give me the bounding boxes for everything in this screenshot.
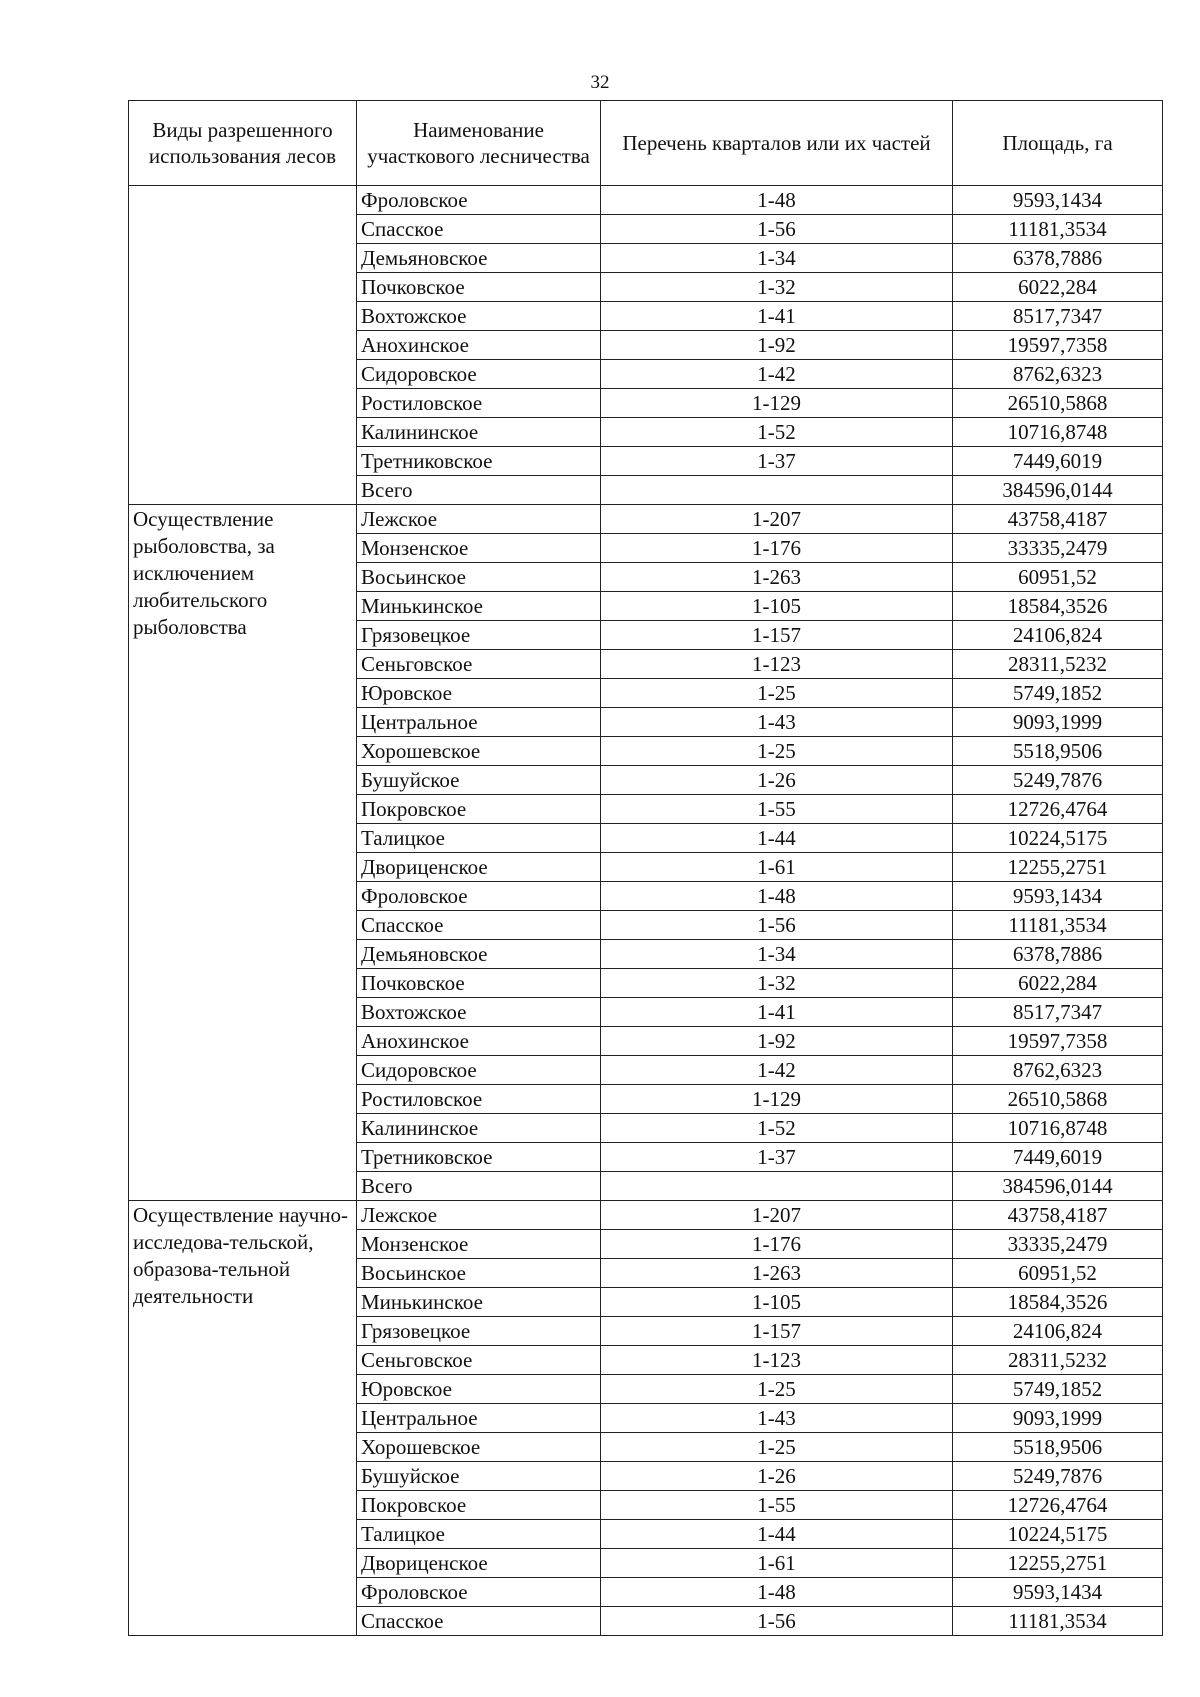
- forestry-name-cell: Минькинское: [357, 1288, 601, 1317]
- total-label: Всего: [357, 476, 601, 505]
- area-cell: 11181,3534: [953, 215, 1163, 244]
- forestry-name-cell: Анохинское: [357, 1027, 601, 1056]
- area-cell: 6022,284: [953, 969, 1163, 998]
- header-area: Площадь, га: [953, 101, 1163, 186]
- area-cell: 18584,3526: [953, 592, 1163, 621]
- use-type-cell: [129, 186, 357, 505]
- forestry-name-cell: Минькинское: [357, 592, 601, 621]
- quarters-cell: 1-32: [601, 273, 953, 302]
- area-cell: 33335,2479: [953, 1230, 1163, 1259]
- area-cell: 5249,7876: [953, 766, 1163, 795]
- quarters-cell: 1-37: [601, 1143, 953, 1172]
- forestry-name-cell: Двориценское: [357, 853, 601, 882]
- quarters-cell: 1-56: [601, 1607, 953, 1636]
- total-label: Всего: [357, 1172, 601, 1201]
- forestry-name-cell: Сидоровское: [357, 360, 601, 389]
- quarters-cell: 1-52: [601, 418, 953, 447]
- quarters-cell: 1-25: [601, 679, 953, 708]
- area-cell: 60951,52: [953, 1259, 1163, 1288]
- forestry-name-cell: Грязовецкое: [357, 1317, 601, 1346]
- forestry-name-cell: Юровское: [357, 1375, 601, 1404]
- area-cell: 5749,1852: [953, 679, 1163, 708]
- forestry-name-cell: Третниковское: [357, 447, 601, 476]
- forestry-name-cell: Фроловское: [357, 186, 601, 215]
- quarters-cell: 1-157: [601, 1317, 953, 1346]
- total-quarters-empty: [601, 1172, 953, 1201]
- forestry-name-cell: Сеньговское: [357, 650, 601, 679]
- forestry-name-cell: Сеньговское: [357, 1346, 601, 1375]
- area-cell: 6022,284: [953, 273, 1163, 302]
- use-type-cell: Осуществление научно-исследова-тельской, образова-тельной деятельности: [129, 1201, 357, 1636]
- area-cell: 8762,6323: [953, 360, 1163, 389]
- table-row: [129, 505, 1163, 534]
- forestry-name-cell: Грязовецкое: [357, 621, 601, 650]
- forestry-name-cell: Спасское: [357, 911, 601, 940]
- quarters-cell: 1-263: [601, 1259, 953, 1288]
- quarters-cell: 1-105: [601, 592, 953, 621]
- quarters-cell: 1-263: [601, 563, 953, 592]
- forestry-name-cell: Калининское: [357, 418, 601, 447]
- quarters-cell: 1-34: [601, 940, 953, 969]
- area-cell: 28311,5232: [953, 1346, 1163, 1375]
- area-cell: 33335,2479: [953, 534, 1163, 563]
- forestry-name-cell: Фроловское: [357, 1578, 601, 1607]
- quarters-cell: 1-41: [601, 998, 953, 1027]
- area-cell: 19597,7358: [953, 1027, 1163, 1056]
- area-cell: 9593,1434: [953, 1578, 1163, 1607]
- forest-use-table: [128, 100, 1163, 1636]
- area-cell: 12255,2751: [953, 853, 1163, 882]
- area-cell: 11181,3534: [953, 1607, 1163, 1636]
- quarters-cell: 1-123: [601, 650, 953, 679]
- quarters-cell: 1-25: [601, 1375, 953, 1404]
- area-cell: 26510,5868: [953, 389, 1163, 418]
- quarters-cell: 1-92: [601, 1027, 953, 1056]
- forestry-name-cell: Бушуйское: [357, 1462, 601, 1491]
- area-cell: 8762,6323: [953, 1056, 1163, 1085]
- forestry-name-cell: Восьинское: [357, 563, 601, 592]
- header-forestry: Наименование участкового лесничества: [357, 101, 601, 186]
- quarters-cell: 1-44: [601, 1520, 953, 1549]
- quarters-cell: 1-43: [601, 1404, 953, 1433]
- area-cell: 26510,5868: [953, 1085, 1163, 1114]
- table-row: [129, 1201, 1163, 1230]
- forestry-name-cell: Анохинское: [357, 331, 601, 360]
- forestry-name-cell: Ростиловское: [357, 1085, 601, 1114]
- quarters-cell: 1-26: [601, 766, 953, 795]
- forestry-name-cell: Лежское: [357, 1201, 601, 1230]
- quarters-cell: 1-42: [601, 360, 953, 389]
- forestry-name-cell: Сидоровское: [357, 1056, 601, 1085]
- forestry-name-cell: Покровское: [357, 1491, 601, 1520]
- quarters-cell: 1-48: [601, 1578, 953, 1607]
- quarters-cell: 1-55: [601, 1491, 953, 1520]
- quarters-cell: 1-123: [601, 1346, 953, 1375]
- quarters-cell: 1-52: [601, 1114, 953, 1143]
- total-area-cell: 384596,0144: [953, 476, 1163, 505]
- quarters-cell: 1-42: [601, 1056, 953, 1085]
- area-cell: 43758,4187: [953, 1201, 1163, 1230]
- forestry-name-cell: Почковское: [357, 273, 601, 302]
- area-cell: 18584,3526: [953, 1288, 1163, 1317]
- area-cell: 9593,1434: [953, 186, 1163, 215]
- quarters-cell: 1-129: [601, 389, 953, 418]
- area-cell: 12726,4764: [953, 795, 1163, 824]
- forestry-name-cell: Монзенское: [357, 534, 601, 563]
- quarters-cell: 1-37: [601, 447, 953, 476]
- area-cell: 12726,4764: [953, 1491, 1163, 1520]
- area-cell: 5518,9506: [953, 737, 1163, 766]
- forestry-name-cell: Талицкое: [357, 824, 601, 853]
- area-cell: 24106,824: [953, 621, 1163, 650]
- quarters-cell: 1-25: [601, 737, 953, 766]
- area-cell: 9593,1434: [953, 882, 1163, 911]
- use-type-cell: Осуществление рыболовства, за исключением любительского рыболовства: [129, 505, 357, 1201]
- area-cell: 8517,7347: [953, 302, 1163, 331]
- area-cell: 6378,7886: [953, 244, 1163, 273]
- forestry-name-cell: Покровское: [357, 795, 601, 824]
- quarters-cell: 1-25: [601, 1433, 953, 1462]
- quarters-cell: 1-129: [601, 1085, 953, 1114]
- area-cell: 12255,2751: [953, 1549, 1163, 1578]
- quarters-cell: 1-207: [601, 505, 953, 534]
- forestry-name-cell: Вохтожское: [357, 302, 601, 331]
- quarters-cell: 1-207: [601, 1201, 953, 1230]
- area-cell: 11181,3534: [953, 911, 1163, 940]
- forestry-name-cell: Вохтожское: [357, 998, 601, 1027]
- forestry-name-cell: Фроловское: [357, 882, 601, 911]
- area-cell: 5749,1852: [953, 1375, 1163, 1404]
- forestry-name-cell: Юровское: [357, 679, 601, 708]
- table-header-row: [129, 101, 1163, 186]
- quarters-cell: 1-26: [601, 1462, 953, 1491]
- quarters-cell: 1-56: [601, 215, 953, 244]
- forestry-name-cell: Демьяновское: [357, 244, 601, 273]
- quarters-cell: 1-32: [601, 969, 953, 998]
- total-area-cell: 384596,0144: [953, 1172, 1163, 1201]
- forestry-name-cell: Калининское: [357, 1114, 601, 1143]
- area-cell: 28311,5232: [953, 650, 1163, 679]
- area-cell: 6378,7886: [953, 940, 1163, 969]
- area-cell: 10716,8748: [953, 1114, 1163, 1143]
- header-quarters: Перечень кварталов или их частей: [601, 101, 953, 186]
- quarters-cell: 1-105: [601, 1288, 953, 1317]
- forestry-name-cell: Демьяновское: [357, 940, 601, 969]
- forestry-name-cell: Двориценское: [357, 1549, 601, 1578]
- total-quarters-empty: [601, 476, 953, 505]
- area-cell: 24106,824: [953, 1317, 1163, 1346]
- forestry-name-cell: Восьинское: [357, 1259, 601, 1288]
- area-cell: 19597,7358: [953, 331, 1163, 360]
- quarters-cell: 1-43: [601, 708, 953, 737]
- area-cell: 10716,8748: [953, 418, 1163, 447]
- forestry-name-cell: Спасское: [357, 215, 601, 244]
- quarters-cell: 1-56: [601, 911, 953, 940]
- quarters-cell: 1-41: [601, 302, 953, 331]
- forestry-name-cell: Талицкое: [357, 1520, 601, 1549]
- forestry-name-cell: Лежское: [357, 505, 601, 534]
- quarters-cell: 1-176: [601, 534, 953, 563]
- quarters-cell: 1-61: [601, 1549, 953, 1578]
- forestry-name-cell: Центральное: [357, 708, 601, 737]
- quarters-cell: 1-34: [601, 244, 953, 273]
- quarters-cell: 1-176: [601, 1230, 953, 1259]
- table-body: [129, 186, 1163, 1636]
- area-cell: 43758,4187: [953, 505, 1163, 534]
- area-cell: 7449,6019: [953, 1143, 1163, 1172]
- quarters-cell: 1-55: [601, 795, 953, 824]
- table-row: [129, 186, 1163, 215]
- quarters-cell: 1-48: [601, 186, 953, 215]
- quarters-cell: 1-44: [601, 824, 953, 853]
- quarters-cell: 1-48: [601, 882, 953, 911]
- area-cell: 9093,1999: [953, 708, 1163, 737]
- quarters-cell: 1-92: [601, 331, 953, 360]
- forestry-name-cell: Третниковское: [357, 1143, 601, 1172]
- forestry-name-cell: Спасское: [357, 1607, 601, 1636]
- forestry-name-cell: Почковское: [357, 969, 601, 998]
- quarters-cell: 1-157: [601, 621, 953, 650]
- forestry-name-cell: Хорошевское: [357, 1433, 601, 1462]
- area-cell: 5518,9506: [953, 1433, 1163, 1462]
- area-cell: 9093,1999: [953, 1404, 1163, 1433]
- area-cell: 7449,6019: [953, 447, 1163, 476]
- page-number: 32: [590, 72, 610, 93]
- quarters-cell: 1-61: [601, 853, 953, 882]
- forestry-name-cell: Хорошевское: [357, 737, 601, 766]
- area-cell: 10224,5175: [953, 1520, 1163, 1549]
- area-cell: 8517,7347: [953, 998, 1163, 1027]
- header-use: Виды разрешенного использования лесов: [129, 101, 357, 186]
- forestry-name-cell: Бушуйское: [357, 766, 601, 795]
- forestry-name-cell: Ростиловское: [357, 389, 601, 418]
- area-cell: 5249,7876: [953, 1462, 1163, 1491]
- forestry-name-cell: Монзенское: [357, 1230, 601, 1259]
- forestry-name-cell: Центральное: [357, 1404, 601, 1433]
- area-cell: 60951,52: [953, 563, 1163, 592]
- area-cell: 10224,5175: [953, 824, 1163, 853]
